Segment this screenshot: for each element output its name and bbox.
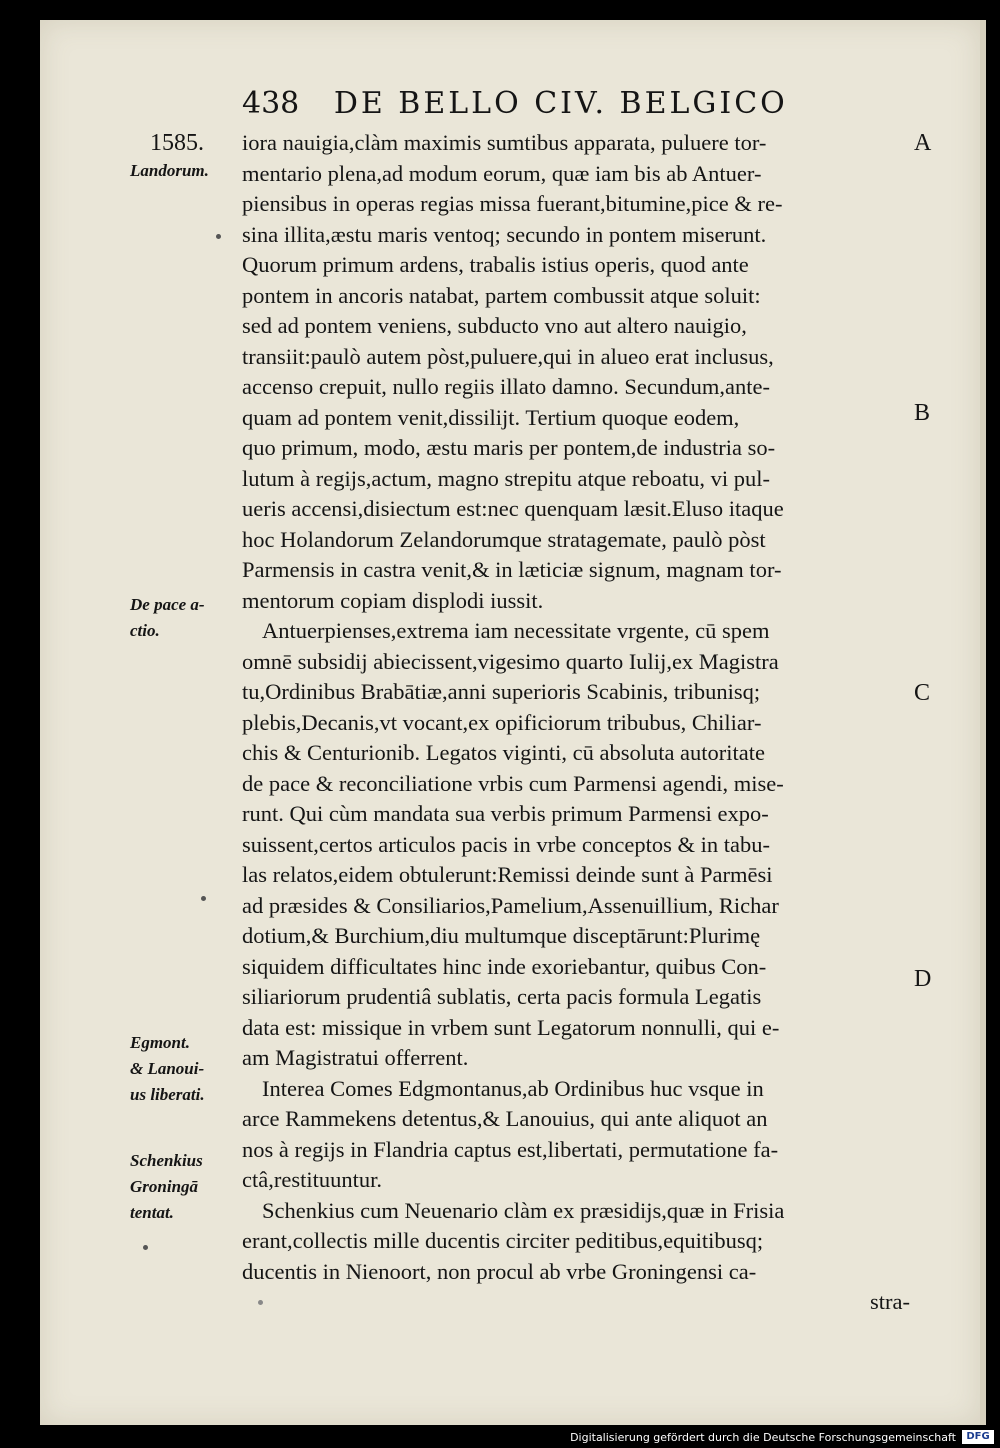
margin-note-line: Schenkius — [130, 1151, 203, 1170]
running-title: DE BELLO CIV. BELGICO — [333, 86, 788, 121]
margin-note-line: tentat. — [130, 1203, 174, 1222]
text-line: de pace & reconciliatione vrbis cum Parmensi agendi, mise- — [242, 770, 784, 796]
section-letter-a: A — [914, 130, 932, 156]
text-line: Quorum primum ardens, trabalis istius operis, quod ante — [242, 252, 749, 277]
text-line: mentorum copiam displodi iussit. — [242, 587, 544, 613]
margin-note-line: Egmont. — [130, 1033, 190, 1052]
text-line: ad præsides & Consiliarios,Pamelium,Assenuillium, Richar — [242, 892, 779, 918]
text-line: quam ad pontem venit,dissilijt. Tertium quoque eodem, — [242, 404, 740, 430]
paragraph-start: Interea Comes Edgmontanus,ab Ordinibus huc vsque in — [262, 1075, 764, 1101]
text-line: am Magistratui offerrent. — [242, 1045, 469, 1070]
text-line: accenso crepuit, nullo regiis illato damno. Secundum,ante- — [242, 374, 770, 399]
page-number: 438 — [242, 86, 300, 121]
margin-year: 1585. — [150, 130, 204, 156]
ink-blot — [201, 896, 206, 901]
margin-note-line: & Lanoui- — [130, 1059, 205, 1078]
paragraph-start: Schenkius cum Neuenario clàm ex præsidijs,quæ in Frisia — [262, 1197, 785, 1223]
text-line: erant,collectis mille ducentis circiter peditibus,equitibusq; — [242, 1228, 764, 1253]
text-line: tu,Ordinibus Brabātiæ,anni superioris Scabinis, tribunisq; — [242, 679, 761, 704]
margin-note-line: Landorum. — [130, 161, 209, 180]
text-line: chis & Centurionib. Legatos viginti, cū absoluta autoritate — [242, 740, 766, 765]
text-line: quo primum, modo, æstu maris per pontem,de industria so- — [242, 435, 776, 460]
text-line: ueris accensi,disiectum est:nec quenquam læsit.Eluso itaque — [242, 496, 784, 521]
dfg-logo: DFG — [962, 1430, 994, 1444]
margin-note-line: us liberati. — [130, 1085, 205, 1104]
section-letter-c: C — [914, 680, 931, 706]
text-line: pontem in ancoris natabat, partem combussit atque soluit: — [242, 282, 761, 308]
text-line: arce Rammekens detentus,& Lanouius, qui ante aliquot an — [242, 1106, 768, 1131]
text-line: omnē subsidij abiecissent,vigesimo quarto Iulij,ex Magistra — [242, 648, 779, 674]
text-line: Parmensis in castra venit,& in læticiæ signum, magnam tor- — [242, 557, 782, 582]
text-line: nos à regijs in Flandria captus est,libertati, permutatione fa- — [242, 1136, 779, 1162]
text-line: las relatos,eidem obtulerunt:Remissi deinde sunt à Parmēsi — [242, 862, 773, 887]
margin-note-egmont — [130, 1030, 235, 1108]
margin-note-line: Groningā — [130, 1177, 199, 1196]
paragraph-start: Antuerpienses,extrema iam necessitate vrgente, cū spem — [262, 618, 770, 643]
text-line: plebis,Decanis,vt vocant,ex opificiorum tribubus, Chiliar- — [242, 709, 762, 735]
text-line: siliariorum prudentiâ sublatis, certa pacis formula Legatis — [242, 984, 762, 1009]
margin-note-line: ctio. — [130, 621, 160, 640]
text-line: data est: missique in vrbem sunt Legatorum nonnulli, qui e- — [242, 1014, 780, 1040]
running-header — [242, 86, 788, 121]
funding-notice: Digitalisierung gefördert durch die Deutsche Forschungsgemeinschaft — [570, 1431, 956, 1444]
text-line: mentario plena,ad modum eorum, quæ iam bis ab Antuer- — [242, 160, 762, 186]
main-text — [242, 128, 910, 1318]
margin-note-de-pace — [130, 592, 235, 644]
text-line: ducentis in Nienoort, non procul ab vrbe Groningensi ca- — [242, 1258, 757, 1284]
text-line: piensibus in operas regias missa fuerant,bitumine,pice & re- — [242, 191, 783, 216]
margin-note-line: De pace a- — [130, 595, 205, 614]
section-letter-b: B — [914, 400, 931, 426]
ink-blot — [216, 234, 221, 239]
text-line: lutum à regijs,actum, magno strepitu atque reboatu, vi pul- — [242, 465, 770, 491]
text-line: siquidem difficultates hinc inde exoriebantur, quibus Con- — [242, 953, 767, 979]
catchword: stra- — [870, 1289, 910, 1314]
section-letter-d: D — [914, 966, 932, 992]
ink-blot — [143, 1245, 148, 1250]
text-line: iora nauigia,clàm maximis sumtibus apparata, puluere tor- — [242, 130, 767, 155]
margin-note-landorum — [130, 158, 235, 184]
text-line: hoc Holandorum Zelandorumque stratagemate, paulò pòst — [242, 526, 766, 552]
text-line: suissent,certos articulos pacis in vrbe conceptos & in tabu- — [242, 831, 770, 857]
text-line: runt. Qui cùm mandata sua verbis primum Parmensi expo- — [242, 801, 769, 826]
text-line: ctâ,restituuntur. — [242, 1167, 382, 1192]
text-line: sed ad pontem veniens, subducto vno aut altero nauigio, — [242, 313, 747, 338]
margin-note-schenkius — [130, 1148, 235, 1226]
text-line: sina illita,æstu maris ventoq; secundo in pontem miserunt. — [242, 221, 767, 247]
footer-bar — [0, 1426, 1000, 1448]
text-line: transiit:paulò autem pòst,puluere,qui in alueo erat inclusus, — [242, 343, 774, 369]
text-line: dotium,& Burchium,diu multumque disceptārunt:Plurimę — [242, 923, 761, 948]
